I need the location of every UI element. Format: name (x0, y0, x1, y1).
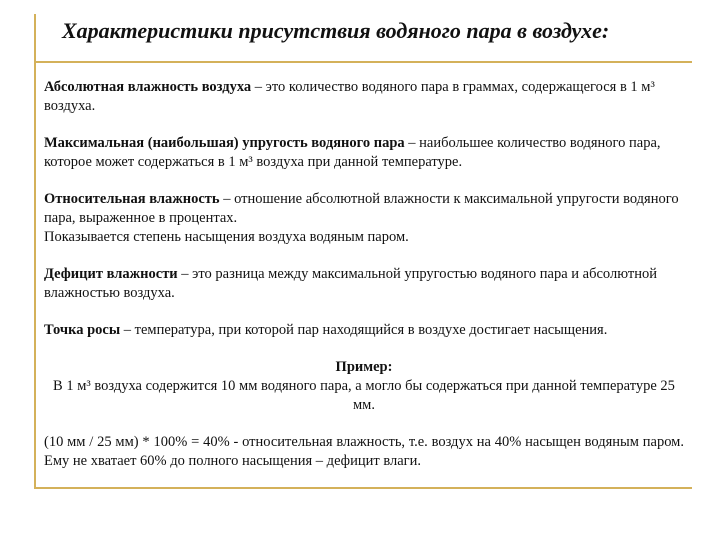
example-heading: Пример: (335, 359, 393, 375)
bottom-border-line (34, 487, 692, 489)
example-calculation: (10 мм / 25 мм) * 100% = 40% - относительная влажность, т.е. воздух на 40% насыщен водяным паром. Ему не хватает 60% до полного насыщения – дефицит влаги. (44, 434, 684, 469)
definition-text: – отношение абсолютной влажности к максимальной упругости водяного пара, выраженное в процентах. (44, 191, 679, 226)
slide-body (44, 78, 684, 471)
definition-term: Максимальная (наибольшая) упругость водяного пара (44, 135, 405, 151)
example-text: В 1 м³ воздуха содержится 10 мм водяного пара, а могло бы содержаться при данной температуре 25 мм. (53, 378, 675, 413)
definition-text: – это количество водяного пара в граммах, содержащегося в 1 м³ воздуха. (44, 79, 655, 114)
definition-term: Абсолютная влажность воздуха (44, 79, 252, 95)
definition-dew-point (44, 321, 684, 340)
definition-term: Относительная влажность (44, 191, 220, 207)
definition-note: Показывается степень насыщения воздуха водяным паром. (44, 229, 409, 245)
definition-relative-humidity (44, 190, 684, 247)
definition-humidity-deficit (44, 265, 684, 303)
definition-max-vapor-pressure (44, 134, 684, 172)
left-border-line (34, 14, 36, 489)
definition-text: – это разница между максимальной упругостью водяного пара и абсолютной влажностью воздуха. (44, 266, 657, 301)
definition-text: – температура, при которой пар находящийся в воздухе достигает насыщения. (120, 322, 608, 338)
slide-title: Характеристики присутствия водяного пара в воздухе: (62, 18, 610, 43)
definition-absolute-humidity (44, 78, 684, 116)
title-underline (34, 61, 692, 63)
definition-term: Дефицит влажности (44, 266, 178, 282)
definition-term: Точка росы (44, 322, 121, 338)
definition-text: – наибольшее количество водяного пара, которое может содержаться в 1 м³ воздуха при данной температуре. (44, 135, 661, 170)
